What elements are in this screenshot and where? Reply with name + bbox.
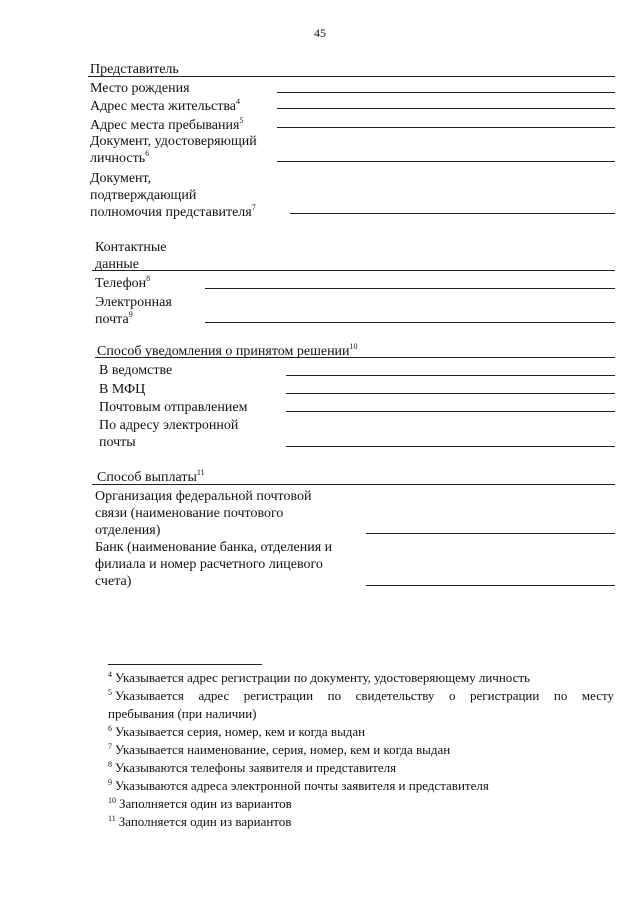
footnote-5-continued: пребывания (при наличии) [108, 706, 257, 721]
option-label-postal-org: Организация федеральной почтовой связи (наименование почтового отделения) [95, 489, 312, 538]
footnote-6: $^6$ Указывается серия, номер, кем и когда выдан [108, 724, 366, 739]
footnote-8: $^8$ Указываются телефоны заявителя и представителя [108, 760, 397, 775]
section-rule [92, 484, 615, 485]
option-line-bank [366, 585, 615, 586]
field-label-id-document: Документ, удостоверяющий личность$^6$ [90, 134, 257, 166]
option-line-agency [286, 375, 615, 376]
footnote-4: $^4$ Указывается адрес регистрации по документу, удостоверяющему личность [108, 670, 530, 685]
field-label-residence-address: Адрес места жительства$^4$ [90, 97, 240, 114]
field-line-authority-document [290, 213, 615, 214]
footnote-10: $^{10}$ Заполняется один из вариантов [108, 796, 292, 811]
field-line-stay-address [277, 127, 615, 128]
option-label-bank: Банк (наименование банка, отделения и филиала и номер расчетного лицевого счета) [95, 540, 333, 589]
field-label-email: Электронная почта$^9$ [95, 295, 172, 327]
section-rule [88, 76, 615, 77]
option-label-email: По адресу электронной почты [99, 418, 239, 450]
footnote-11: $^{11}$ Заполняется один из вариантов [108, 814, 292, 829]
option-line-email [286, 446, 615, 447]
field-line-email [205, 322, 615, 323]
field-line-residence-address [277, 108, 615, 109]
section-title-notification: Способ уведомления о принятом решении$^{10}$ [97, 342, 358, 359]
section-title-contacts: Контактные данные [95, 240, 167, 272]
option-line-postal-org [366, 533, 615, 534]
field-label-birth-place: Место рождения [90, 81, 190, 96]
section-title-representative: Представитель [90, 62, 179, 77]
section-title-payment: Способ выплаты$^{11}$ [97, 468, 205, 485]
field-label-authority-document: Документ, подтверждающий полномочия представителя$^7$ [90, 171, 256, 220]
field-line-id-document [277, 161, 615, 162]
field-label-stay-address: Адрес места пребывания$^5$ [90, 116, 244, 133]
footnote-7: $^7$ Указывается наименование, серия, номер, кем и когда выдан [108, 742, 451, 757]
option-line-post [286, 411, 615, 412]
footnote-9: $^9$ Указываются адреса электронной почты заявителя и представителя [108, 778, 489, 793]
field-line-birth-place [277, 92, 615, 93]
page-number: 45 [314, 26, 326, 40]
option-line-mfc [286, 393, 615, 394]
option-label-post: Почтовым отправлением [99, 400, 248, 415]
section-rule [92, 270, 615, 271]
footnote-5: $^5$ Указывается адрес регистрации по свидетельству о регистрации по месту [108, 688, 614, 703]
field-label-phone: Телефон$^8$ [95, 274, 151, 291]
section-rule [95, 357, 615, 358]
field-line-phone [205, 288, 615, 289]
footnote-separator [108, 664, 262, 665]
option-label-agency: В ведомстве [99, 363, 173, 378]
option-label-mfc: В МФЦ [99, 382, 146, 397]
